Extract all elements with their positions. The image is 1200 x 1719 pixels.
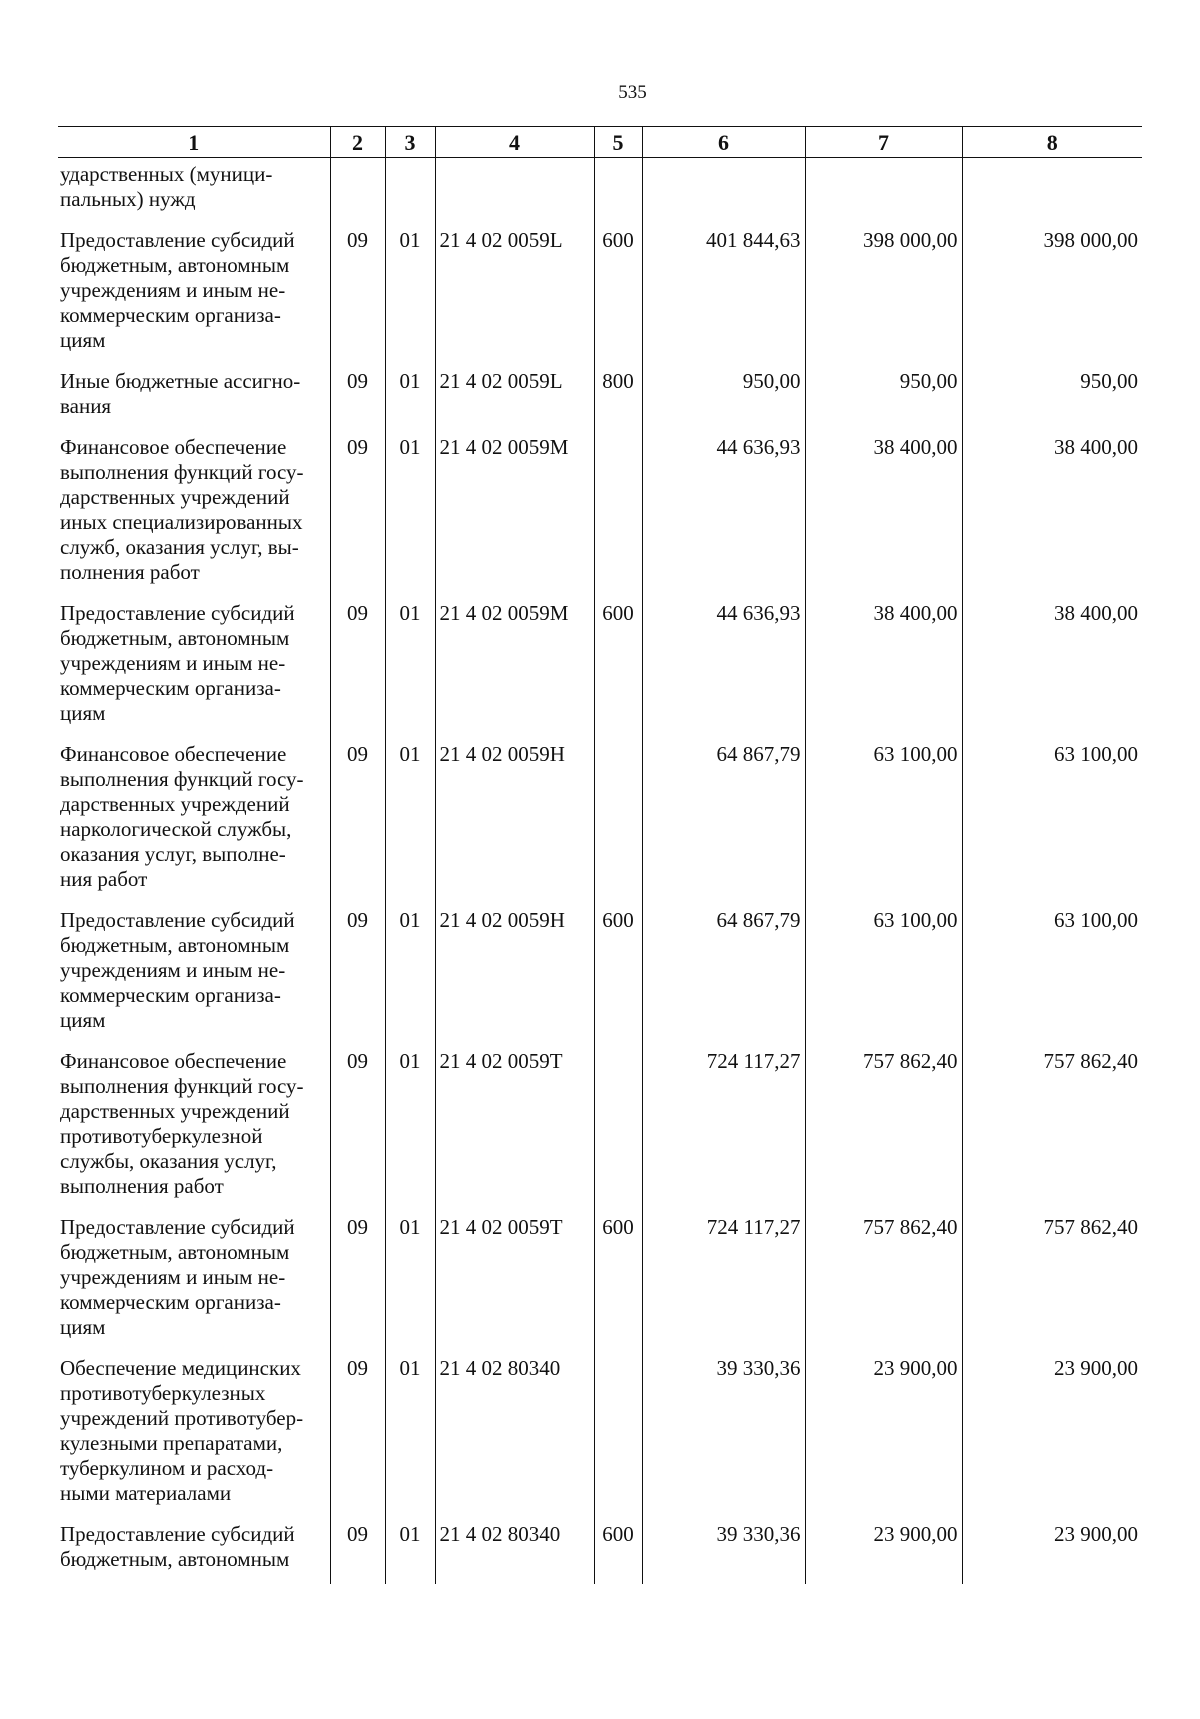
- table-row: [58, 431, 1142, 597]
- amount-col8-cell: 23 900,00: [962, 1518, 1142, 1584]
- target-article-cell: 21 4 02 0059L: [435, 365, 594, 431]
- target-article-cell: 21 4 02 0059M: [435, 431, 594, 597]
- amount-col7-cell: 63 100,00: [805, 904, 962, 1045]
- column-header: 6: [642, 127, 805, 158]
- section-code-cell: [330, 158, 385, 225]
- section-code-cell: 09: [330, 904, 385, 1045]
- target-article-cell: [435, 158, 594, 225]
- column-header: 1: [58, 127, 330, 158]
- amount-col6-cell: 724 117,27: [642, 1211, 805, 1352]
- section-code-cell: 09: [330, 365, 385, 431]
- expense-type-cell: [594, 1045, 642, 1211]
- target-article-cell: 21 4 02 0059H: [435, 738, 594, 904]
- amount-col7-cell: 23 900,00: [805, 1352, 962, 1518]
- table-row: [58, 365, 1142, 431]
- amount-col6-cell: 44 636,93: [642, 597, 805, 738]
- subsection-code-cell: 01: [385, 224, 435, 365]
- amount-col6-cell: [642, 158, 805, 225]
- amount-col6-cell: 950,00: [642, 365, 805, 431]
- table-row: [58, 158, 1142, 225]
- expense-type-cell: 600: [594, 904, 642, 1045]
- amount-col8-cell: 23 900,00: [962, 1352, 1142, 1518]
- amount-col8-cell: 398 000,00: [962, 224, 1142, 365]
- subsection-code-cell: 01: [385, 1045, 435, 1211]
- amount-col6-cell: 44 636,93: [642, 431, 805, 597]
- amount-col8-cell: 950,00: [962, 365, 1142, 431]
- expense-type-cell: [594, 738, 642, 904]
- section-code-cell: 09: [330, 1518, 385, 1584]
- row-name-cell: Иные бюджетные ассигно- вания: [60, 369, 301, 418]
- table-row: [58, 1518, 1142, 1584]
- amount-col8-cell: [962, 158, 1142, 225]
- table-row: [58, 904, 1142, 1045]
- table-row: [58, 224, 1142, 365]
- table-row: [58, 738, 1142, 904]
- expense-type-cell: [594, 431, 642, 597]
- amount-col7-cell: 757 862,40: [805, 1211, 962, 1352]
- row-name-cell: Финансовое обеспечение выполнения функций госу- дарственных учреждений наркологической службы, оказания услуг, выполне- ния работ: [60, 742, 304, 891]
- target-article-cell: 21 4 02 0059L: [435, 224, 594, 365]
- row-name-cell: Предоставление субсидий бюджетным, автономным учреждениям и иным не- коммерческим организа- циям: [60, 1215, 295, 1339]
- amount-col6-cell: 39 330,36: [642, 1518, 805, 1584]
- table-row: [58, 1045, 1142, 1211]
- expense-type-cell: 800: [594, 365, 642, 431]
- section-code-cell: 09: [330, 738, 385, 904]
- amount-col7-cell: 398 000,00: [805, 224, 962, 365]
- section-code-cell: 09: [330, 1045, 385, 1211]
- amount-col8-cell: 38 400,00: [962, 431, 1142, 597]
- amount-col6-cell: 401 844,63: [642, 224, 805, 365]
- amount-col8-cell: 63 100,00: [962, 904, 1142, 1045]
- amount-col6-cell: 64 867,79: [642, 738, 805, 904]
- table-row: [58, 597, 1142, 738]
- subsection-code-cell: [385, 158, 435, 225]
- subsection-code-cell: 01: [385, 1211, 435, 1352]
- column-header: 7: [805, 127, 962, 158]
- subsection-code-cell: 01: [385, 431, 435, 597]
- amount-col8-cell: 63 100,00: [962, 738, 1142, 904]
- amount-col7-cell: 757 862,40: [805, 1045, 962, 1211]
- table-body: [58, 158, 1142, 1585]
- amount-col7-cell: 38 400,00: [805, 431, 962, 597]
- amount-col8-cell: 757 862,40: [962, 1211, 1142, 1352]
- expense-type-cell: [594, 1352, 642, 1518]
- column-header: 3: [385, 127, 435, 158]
- expense-type-cell: 600: [594, 1211, 642, 1352]
- target-article-cell: 21 4 02 80340: [435, 1518, 594, 1584]
- section-code-cell: 09: [330, 1352, 385, 1518]
- amount-col8-cell: 38 400,00: [962, 597, 1142, 738]
- expense-type-cell: [594, 158, 642, 225]
- target-article-cell: 21 4 02 0059M: [435, 597, 594, 738]
- amount-col7-cell: 950,00: [805, 365, 962, 431]
- table-row: [58, 1211, 1142, 1352]
- row-name-cell: ударственных (муници- пальных) нужд: [60, 162, 273, 211]
- target-article-cell: 21 4 02 0059T: [435, 1211, 594, 1352]
- amount-col7-cell: 23 900,00: [805, 1518, 962, 1584]
- row-name-cell: Финансовое обеспечение выполнения функций госу- дарственных учреждений противотуберкулезной службы, оказания услуг, выполнения работ: [60, 1049, 304, 1198]
- row-name-cell: Предоставление субсидий бюджетным, автономным учреждениям и иным не- коммерческим организа- циям: [60, 601, 295, 725]
- section-code-cell: 09: [330, 1211, 385, 1352]
- row-name-cell: Финансовое обеспечение выполнения функций госу- дарственных учреждений иных специализированных служб, оказания услуг, вы- полнения работ: [60, 435, 304, 584]
- expense-type-cell: 600: [594, 1518, 642, 1584]
- budget-table: [58, 126, 1142, 1584]
- page-number: 535: [618, 82, 647, 103]
- column-header: 5: [594, 127, 642, 158]
- amount-col7-cell: [805, 158, 962, 225]
- amount-col6-cell: 64 867,79: [642, 904, 805, 1045]
- target-article-cell: 21 4 02 0059T: [435, 1045, 594, 1211]
- target-article-cell: 21 4 02 0059H: [435, 904, 594, 1045]
- section-code-cell: 09: [330, 431, 385, 597]
- table-header-row: [58, 127, 1142, 158]
- section-code-cell: 09: [330, 597, 385, 738]
- amount-col8-cell: 757 862,40: [962, 1045, 1142, 1211]
- subsection-code-cell: 01: [385, 1518, 435, 1584]
- target-article-cell: 21 4 02 80340: [435, 1352, 594, 1518]
- subsection-code-cell: 01: [385, 738, 435, 904]
- amount-col7-cell: 63 100,00: [805, 738, 962, 904]
- row-name-cell: Предоставление субсидий бюджетным, автономным учреждениям и иным не- коммерческим организа- циям: [60, 908, 295, 1032]
- amount-col7-cell: 38 400,00: [805, 597, 962, 738]
- subsection-code-cell: 01: [385, 365, 435, 431]
- column-header: 2: [330, 127, 385, 158]
- amount-col6-cell: 724 117,27: [642, 1045, 805, 1211]
- column-header: 4: [435, 127, 594, 158]
- section-code-cell: 09: [330, 224, 385, 365]
- column-header: 8: [962, 127, 1142, 158]
- subsection-code-cell: 01: [385, 597, 435, 738]
- row-name-cell: Обеспечение медицинских противотуберкулезных учреждений противотубер- кулезными препаратами, туберкулином и расход- ными материалами: [60, 1356, 304, 1505]
- amount-col6-cell: 39 330,36: [642, 1352, 805, 1518]
- expense-type-cell: 600: [594, 597, 642, 738]
- row-name-cell: Предоставление субсидий бюджетным, автономным учреждениям и иным не- коммерческим организа- циям: [60, 228, 295, 352]
- row-name-cell: Предоставление субсидий бюджетным, автономным: [60, 1522, 295, 1571]
- subsection-code-cell: 01: [385, 1352, 435, 1518]
- expense-type-cell: 600: [594, 224, 642, 365]
- subsection-code-cell: 01: [385, 904, 435, 1045]
- table-row: [58, 1352, 1142, 1518]
